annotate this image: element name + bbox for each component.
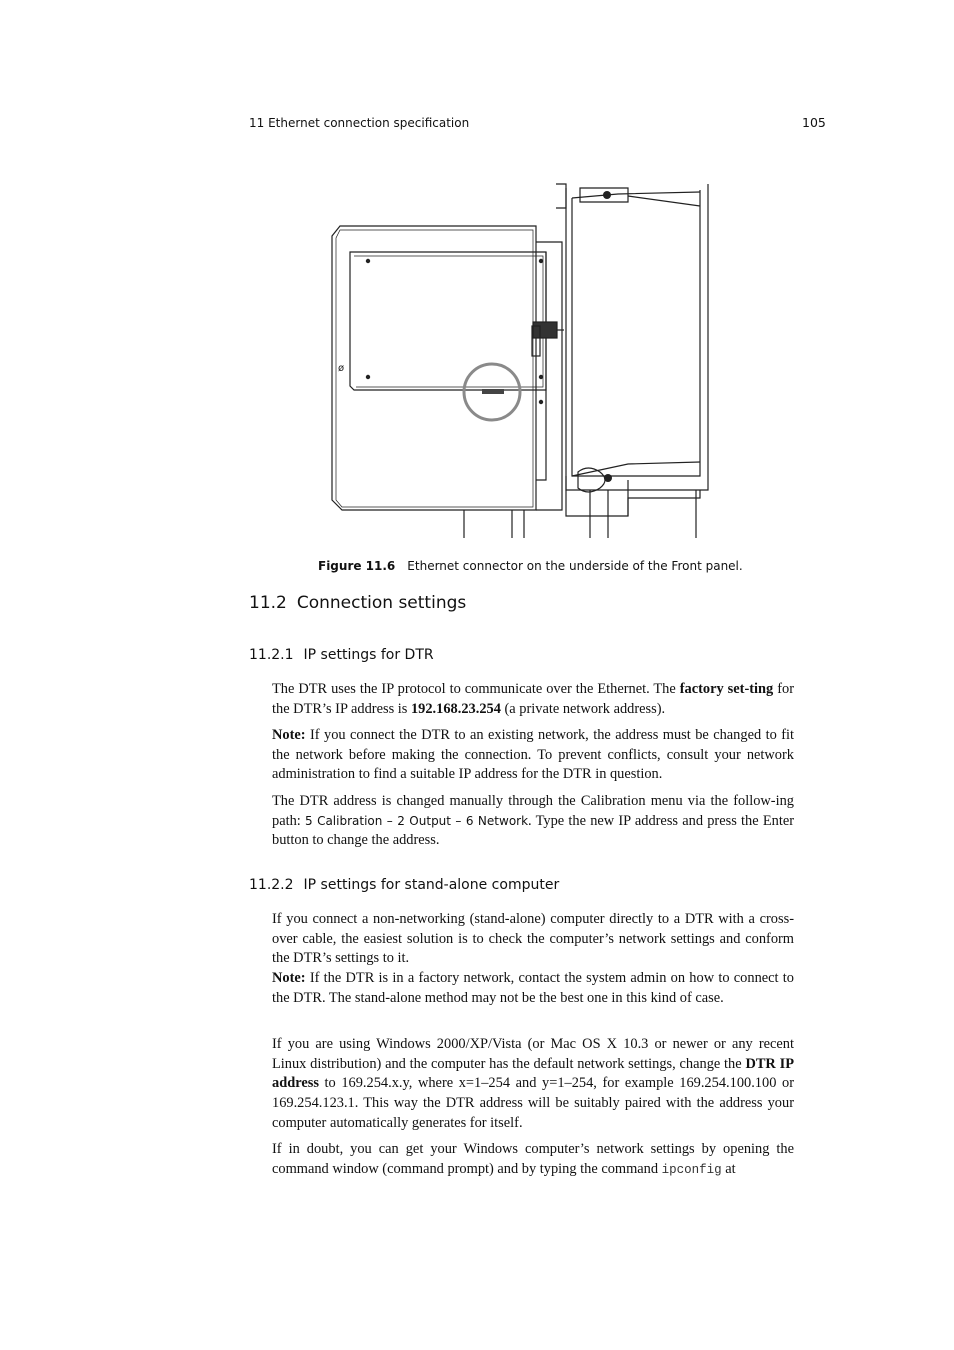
figure-caption: [318, 559, 743, 573]
paragraph-windows-settings: If you are using Windows 2000/XP/Vista (or Mac OS X 10.3 or newer or any recent Linux distribution) and the computer has the default network settings, change the DTR IP address to 169.254.x.y, where x=1–254 and y=1–254, for example 169.254.100.100 or 169.254.123.1. This way the DTR address will be suitably paired with the address your computer automatically generates for itself.: [272, 1036, 794, 1131]
figure-label: Figure 11.6: [318, 559, 396, 573]
paragraph-ipconfig: If in doubt, you can get your Windows computer’s network settings by opening the command window (command prompt) and by typing the command ipconfig at: [272, 1141, 794, 1177]
subsection-heading-ip-settings: [249, 647, 434, 663]
paragraph-note-existing-network: Note: If you connect the DTR to an existing network, the address must be changed to fit the network before making the connection. To prevent conflicts, consult your network administration to find a suitable IP address for the DTR in question.: [272, 727, 794, 783]
paragraph-change-address: The DTR address is changed manually through the Calibration menu via the follow-ing path: 5 Calibration – 2 Output – 6 Network. Type the new IP address and press the Enter button to change the address.: [272, 793, 794, 849]
front-panel-drawing: [328, 180, 714, 538]
svg-text:ø: ø: [338, 363, 345, 374]
paragraph-standalone-intro: If you connect a non-networking (stand-alone) computer directly to a DTR with a cross-over cable, the easiest solution is to check the computer’s network settings and conform the DTR’s settings to it. Note: If the DTR is in a factory network, contact the system admin on how to connect to the DTR. The stand-alone method may not be the best one in this kind of case.: [272, 911, 794, 1006]
section-heading: [249, 593, 466, 613]
running-header: 11 Ethernet connection specification: [249, 116, 470, 130]
menu-path: 5 Calibration – 2 Output – 6 Network: [305, 813, 529, 828]
paragraph-factory-setting: The DTR uses the IP protocol to communicate over the Ethernet. The factory set-ting for the DTR’s IP address is 192.168.23.254 (a private network address).: [272, 681, 794, 717]
subsection-title: IP settings for DTR: [303, 647, 434, 663]
page-number: 105: [802, 115, 826, 130]
section-number: 11.2: [249, 593, 287, 613]
code-ipconfig: ipconfig: [661, 1162, 722, 1177]
section-title: Connection settings: [296, 593, 467, 613]
figure-caption-text: Ethernet connector on the underside of the Front panel.: [407, 559, 743, 573]
subsection-number: 11.2.1: [249, 647, 294, 663]
subsection-title: IP settings for stand-alone computer: [303, 877, 560, 893]
subsection-heading-standalone: [249, 877, 559, 893]
subsection-number: 11.2.2: [249, 877, 294, 893]
